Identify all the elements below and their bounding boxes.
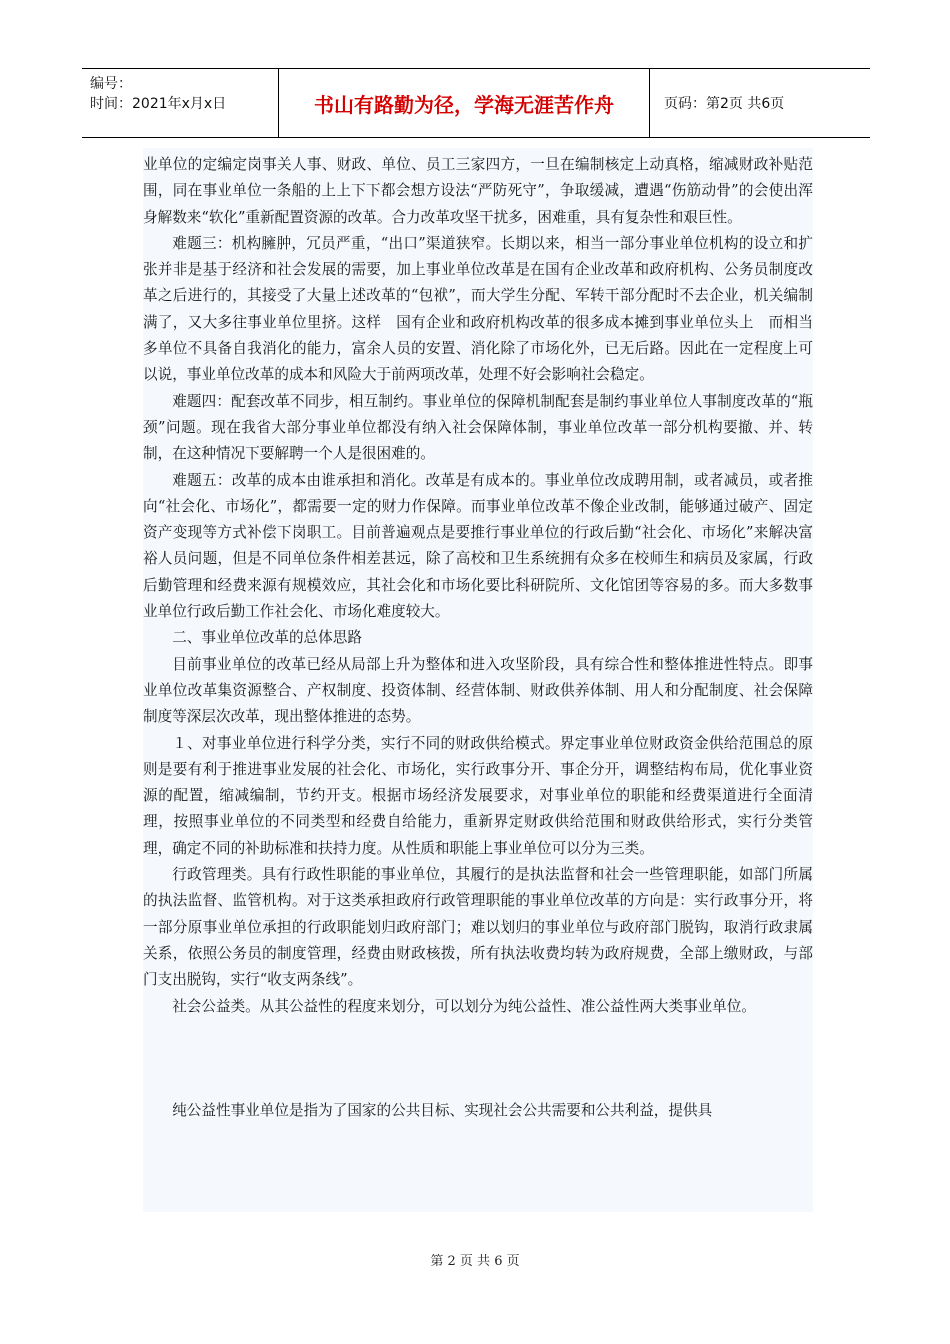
page-header: [82, 68, 870, 138]
header-page-label: 页码：第2页 共6页: [664, 96, 785, 112]
header-motto: 书山有路勤为径，学海无涯苦作舟: [279, 69, 650, 137]
paragraph-difficulty-3: 难题三：机构臃肿，冗员严重，“出口”渠道狭窄。长期以来，相当一部分事业单位机构的设立和扩张并非是基于经济和社会发展的需要，加上事业单位改革是在国有企业改革和政府机构、公务员制度改革之后进行的，其接受了大量上述改革的“包袱”，而大学生分配、军转干部分配时不去企业，机关编制满了，又大多往事业单位里挤。这样 国有企业和政府机构改革的很多成本摊到事业单位头上 而相当多单位不具备自我消化的能力，富余人员的安置、消化除了市场化外，已无后路。因此在一定程度上可以说，事业单位改革的成本和风险大于前两项改革，处理不好会影响社会稳定。: [143, 234, 813, 384]
paragraph-public-welfare: 社会公益类。从其公益性的程度来划分，可以划分为纯公益性、准公益性两大类事业单位。: [172, 997, 756, 1015]
paragraph-pure-public-welfare: 纯公益性事业单位是指为了国家的公共目标、实现社会公共需要和公共利益，提供具: [172, 1101, 713, 1119]
paragraph-overall: 目前事业单位的改革已经从局部上升为整体和进入攻坚阶段，具有综合性和整体推进性特点。即事业单位改革集资源整合、产权制度、投资体制、经营体制、财政供养体制、用人和分配制度、社会保障制度等深层次改革，现出整体推进的态势。: [143, 655, 813, 726]
paragraph-administrative: 行政管理类。具有行政性职能的事业单位，其履行的是执法监督和社会一些管理职能，如部门所属的执法监督、监管机构。对于这类承担政府行政管理职能的事业单位改革的方向是：实行政事分开，将一部分原事业单位承担的行政职能划归政府部门；难以划归的事业单位与政府部门脱钩，取消行政隶属关系，依照公务员的制度管理，经费由财政核拨，所有执法收费均转为政府规费，全部上缴财政，与部门支出脱钩，实行“收支两条线”。: [143, 866, 813, 989]
page-footer: 第 2 页 共 6 页: [430, 1254, 520, 1269]
paragraph-difficulty-5: 难题五：改革的成本由谁承担和消化。改革是有成本的。事业单位改成聘用制，或者减员，或者推向“社会化、市场化”，都需要一定的财力作保障。而事业单位改革不像企业改制，能够通过破产、固定资产变现等方式补偿下岗职工。目前普遍观点是要推行事业单位的行政后勤“社会化、市场化”来解决富裕人员问题，但是不同单位条件相差甚远，除了高校和卫生系统拥有众多在校师生和病员及家属，行政后勤管理和经费来源有规模效应，其社会化和市场化要比科研院所、文化馆团等容易的多。而大多数事业单位行政后勤工作社会化、市场化难度较大。: [143, 471, 813, 621]
document-number-label: 编号：: [90, 76, 132, 92]
header-meta-cell: [82, 69, 279, 137]
section-heading-2: 二、事业单位改革的总体思路: [172, 629, 362, 647]
document-body: [143, 152, 813, 1124]
paragraph-item-1: １、对事业单位进行科学分类，实行不同的财政供给模式。界定事业单位财政资金供给范围总的原则是要有利于推进事业发展的社会化、市场化，实行政事分开、事企分开，调整结构布局，优化事业资源的配置，缩减编制，节约开支。根据市场经济发展要求，对事业单位的职能和经费渠道进行全面清理，按照事业单位的不同类型和经费自给能力，重新界定财政供给范围和财政供给形式，实行分类管理，确定不同的补助标准和扶持力度。从性质和职能上事业单位可以分为三类。: [143, 734, 813, 857]
document-time-label: 时间：2021年x月x日: [90, 96, 227, 112]
blank-gap: [143, 1020, 813, 1098]
paragraph-continued: 业单位的定编定岗事关人事、财政、单位、员工三家四方，一旦在编制核定上动真格，缩减财政补贴范围，同在事业单位一条船的上上下下都会想方设法“严防死守”，争取缓减，遭遇“伤筋动骨”的会使出浑身解数来“软化”重新配置资源的改革。合力改革攻坚干扰多，困难重，具有复杂性和艰巨性。: [143, 156, 813, 226]
paragraph-difficulty-4: 难题四：配套改革不同步，相互制约。事业单位的保障机制配套是制约事业单位人事制度改革的“瓶颈”问题。现在我省大部分事业单位都没有纳入社会保障体制，事业单位改革一部分机构要撤、并、转制，在这种情况下要解聘一个人是很困难的。: [143, 392, 813, 463]
